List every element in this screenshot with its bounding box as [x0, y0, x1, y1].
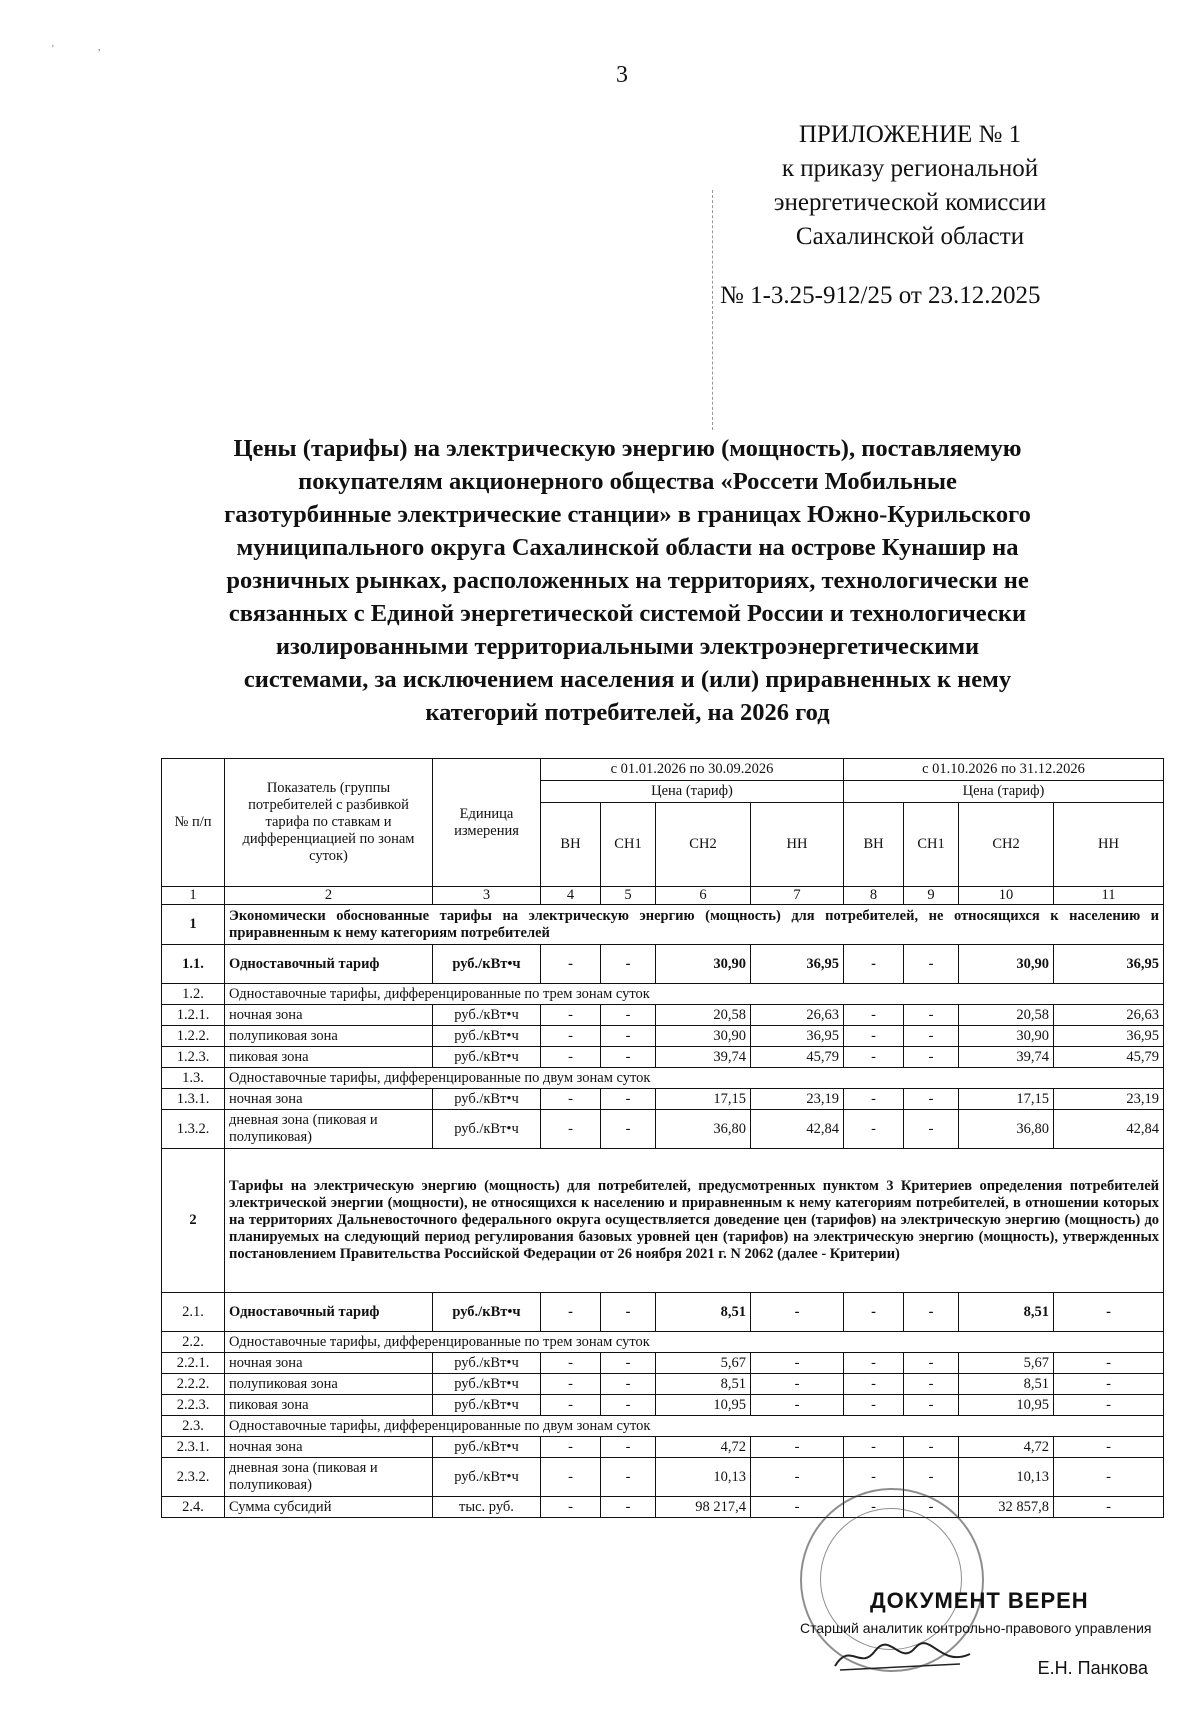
row-value: -	[601, 1026, 656, 1047]
row-value: -	[751, 1353, 844, 1374]
row-value: -	[904, 1353, 959, 1374]
row-value: -	[751, 1497, 844, 1518]
row-value: -	[904, 1458, 959, 1497]
header-period-2: с 01.10.2026 по 31.12.2026	[844, 759, 1164, 781]
row-value: 17,15	[959, 1089, 1054, 1110]
row-label: полупиковая зона	[225, 1374, 433, 1395]
header-level: ВН	[541, 803, 601, 887]
row-value: 4,72	[959, 1437, 1054, 1458]
row-number: 1.2.1.	[162, 1005, 225, 1026]
title-line: системами, за исключением населения и (или) приравненных к нему	[243, 666, 1012, 693]
row-unit: руб./кВт•ч	[433, 1047, 541, 1068]
row-value: -	[541, 1437, 601, 1458]
row-value: -	[601, 1458, 656, 1497]
document-title	[150, 432, 1105, 729]
row-label: ночная зона	[225, 1005, 433, 1026]
row-value: -	[904, 1437, 959, 1458]
row-value: 17,15	[656, 1089, 751, 1110]
row-unit: руб./кВт•ч	[433, 1293, 541, 1332]
section-description: Экономически обоснованные тарифы на электрическую энергию (мощность) для потребителей, не относящихся к населению и приравненным к нему категориям потребителей	[225, 905, 1164, 945]
appendix-line: к приказу региональной	[781, 155, 1039, 182]
row-value: -	[601, 1047, 656, 1068]
column-number: 2	[225, 887, 433, 905]
row-label: дневная зона (пиковая и полупиковая)	[225, 1110, 433, 1149]
row-value: -	[601, 1089, 656, 1110]
row-unit: руб./кВт•ч	[433, 1110, 541, 1149]
row-value: 30,90	[959, 1026, 1054, 1047]
row-value: -	[844, 1353, 904, 1374]
row-value: 26,63	[751, 1005, 844, 1026]
subsection-number: 1.3.	[162, 1068, 225, 1089]
row-value: -	[601, 1005, 656, 1026]
section-number: 2	[162, 1149, 225, 1293]
row-value: -	[541, 945, 601, 984]
row-unit: руб./кВт•ч	[433, 1353, 541, 1374]
row-value: 5,67	[656, 1353, 751, 1374]
subsection-number: 2.2.	[162, 1332, 225, 1353]
row-value: 10,13	[959, 1458, 1054, 1497]
row-value: -	[844, 1293, 904, 1332]
table-row	[162, 1374, 1164, 1395]
certification-title: ДОКУМЕНТ ВЕРЕН	[870, 1588, 1089, 1613]
row-value: -	[844, 1005, 904, 1026]
row-value: -	[751, 1437, 844, 1458]
row-unit: руб./кВт•ч	[433, 1395, 541, 1416]
row-value: 32 857,8	[959, 1497, 1054, 1518]
row-value: -	[844, 1395, 904, 1416]
row-value: -	[904, 1395, 959, 1416]
column-number: 8	[844, 887, 904, 905]
row-value: -	[844, 1089, 904, 1110]
column-number: 1	[162, 887, 225, 905]
row-value: -	[844, 1497, 904, 1518]
column-number: 10	[959, 887, 1054, 905]
appendix-line: Сахалинской области	[795, 223, 1025, 250]
row-value: 5,67	[959, 1353, 1054, 1374]
appendix-header	[730, 118, 1090, 254]
column-number: 3	[433, 887, 541, 905]
header-num: № п/п	[162, 759, 225, 887]
row-value: -	[904, 1110, 959, 1149]
title-line: покупателям акционерного общества «Россети Мобильные	[298, 468, 957, 495]
title-line: категорий потребителей, на 2026 год	[425, 699, 830, 726]
row-number: 2.2.3.	[162, 1395, 225, 1416]
row-number: 2.3.2.	[162, 1458, 225, 1497]
certifier-position: Старший аналитик контрольно-правового управления	[800, 1620, 1152, 1636]
row-value: -	[601, 1110, 656, 1149]
subsection-number: 1.2.	[162, 984, 225, 1005]
subsection-title: Одноставочные тарифы, дифференцированные по трем зонам суток	[225, 1332, 1164, 1353]
scan-mark: ,	[98, 42, 101, 53]
appendix-line: энергетической комиссии	[773, 189, 1047, 216]
row-label: Одноставочный тариф	[225, 1293, 433, 1332]
row-value: 30,90	[959, 945, 1054, 984]
row-value: -	[904, 1497, 959, 1518]
row-value: -	[844, 1374, 904, 1395]
column-number: 7	[751, 887, 844, 905]
row-value: -	[541, 1293, 601, 1332]
table-row	[162, 1293, 1164, 1332]
row-number: 2.2.1.	[162, 1353, 225, 1374]
row-value: -	[904, 1047, 959, 1068]
row-value: -	[751, 1458, 844, 1497]
row-value: -	[844, 1026, 904, 1047]
row-value: 10,13	[656, 1458, 751, 1497]
table-row	[162, 1026, 1164, 1047]
row-value: 36,80	[656, 1110, 751, 1149]
row-value: 4,72	[656, 1437, 751, 1458]
row-value: -	[541, 1089, 601, 1110]
row-unit: руб./кВт•ч	[433, 1089, 541, 1110]
column-number: 9	[904, 887, 959, 905]
certifier-name: Е.Н. Панкова	[1037, 1658, 1148, 1678]
row-value: 45,79	[1054, 1047, 1164, 1068]
appendix-title: ПРИЛОЖЕНИЕ № 1	[798, 121, 1022, 148]
row-value: -	[844, 1458, 904, 1497]
row-value: -	[904, 1005, 959, 1026]
row-value: -	[844, 1110, 904, 1149]
row-value: 39,74	[656, 1047, 751, 1068]
row-number: 2.2.2.	[162, 1374, 225, 1395]
header-level: СН2	[959, 803, 1054, 887]
row-label: полупиковая зона	[225, 1026, 433, 1047]
row-value: -	[751, 1374, 844, 1395]
row-value: -	[541, 1026, 601, 1047]
row-value: -	[541, 1005, 601, 1026]
row-label: ночная зона	[225, 1437, 433, 1458]
row-number: 1.3.1.	[162, 1089, 225, 1110]
header-level: СН1	[904, 803, 959, 887]
row-value: -	[601, 1353, 656, 1374]
table-row	[162, 1395, 1164, 1416]
row-value: -	[541, 1395, 601, 1416]
row-value: -	[904, 1089, 959, 1110]
row-value: 10,95	[656, 1395, 751, 1416]
header-level: НН	[1054, 803, 1164, 887]
row-value: 10,95	[959, 1395, 1054, 1416]
row-number: 1.1.	[162, 945, 225, 984]
row-value: -	[601, 945, 656, 984]
row-value: 26,63	[1054, 1005, 1164, 1026]
handwritten-signature	[830, 1636, 980, 1676]
row-value: -	[904, 1293, 959, 1332]
row-number: 1.3.2.	[162, 1110, 225, 1149]
column-number: 11	[1054, 887, 1164, 905]
table-row	[162, 1458, 1164, 1497]
row-unit: руб./кВт•ч	[433, 1458, 541, 1497]
row-value: 36,80	[959, 1110, 1054, 1149]
title-line: муниципального округа Сахалинской области на острове Кунашир на	[236, 534, 1019, 561]
subsection-title: Одноставочные тарифы, дифференцированные по двум зонам суток	[225, 1416, 1164, 1437]
page-number: 3	[616, 62, 628, 88]
title-line: газотурбинные электрические станции» в границах Южно-Курильского	[224, 501, 1031, 528]
table-row	[162, 1089, 1164, 1110]
scan-fold-line	[712, 190, 713, 430]
subsection-title: Одноставочные тарифы, дифференцированные по двум зонам суток	[225, 1068, 1164, 1089]
row-value: -	[1054, 1437, 1164, 1458]
row-value: -	[1054, 1395, 1164, 1416]
column-number: 4	[541, 887, 601, 905]
row-value: 98 217,4	[656, 1497, 751, 1518]
header-price-2: Цена (тариф)	[844, 781, 1164, 803]
table-row	[162, 1005, 1164, 1026]
row-value: 23,19	[751, 1089, 844, 1110]
scan-mark: '	[52, 44, 54, 55]
row-value: 36,95	[1054, 1026, 1164, 1047]
table-row	[162, 1437, 1164, 1458]
row-number: 1.2.3.	[162, 1047, 225, 1068]
title-line: розничных рынках, расположенных на территориях, технологически не	[226, 567, 1029, 594]
row-value: -	[1054, 1497, 1164, 1518]
row-number: 2.1.	[162, 1293, 225, 1332]
row-value: -	[1054, 1458, 1164, 1497]
title-line: связанных с Единой энергетической системой России и технологически	[228, 600, 1027, 627]
row-value: -	[751, 1395, 844, 1416]
table-row	[162, 1353, 1164, 1374]
row-value: -	[904, 945, 959, 984]
row-value: -	[751, 1293, 844, 1332]
row-number: 2.4.	[162, 1497, 225, 1518]
row-value: -	[844, 1437, 904, 1458]
section-description: Тарифы на электрическую энергию (мощность) для потребителей, предусмотренных пунктом 3 Критериев определения потребителей электрической энергии (мощности), не относящихся к населению и приравненным к нему категориям потребителей, в отношении которых на территориях Дальневосточного федерального округа осуществляется доведение цен (тарифов) на электрическую энергию (мощность) до планируемых на следующий период регулирования базовых уровней цен (тарифов) на электрическую энергию (мощность), утвержденных постановлением Правительства Российской Федерации от 26 ноября 2021 г. N 2062 (далее - Критерии)	[225, 1149, 1164, 1293]
row-value: 8,51	[959, 1293, 1054, 1332]
order-number: № 1-3.25-912/25 от 23.12.2025	[720, 282, 1041, 309]
row-number: 1.2.2.	[162, 1026, 225, 1047]
row-label: Одноставочный тариф	[225, 945, 433, 984]
table-row	[162, 1110, 1164, 1149]
row-value: -	[1054, 1293, 1164, 1332]
row-value: -	[904, 1374, 959, 1395]
row-value: 30,90	[656, 1026, 751, 1047]
row-value: 36,95	[1054, 945, 1164, 984]
title-line: изолированными территориальными электроэнергетическими	[275, 633, 980, 660]
header-price-1: Цена (тариф)	[541, 781, 844, 803]
row-value: -	[904, 1026, 959, 1047]
row-value: 8,51	[656, 1293, 751, 1332]
row-value: -	[541, 1497, 601, 1518]
row-value: -	[541, 1374, 601, 1395]
header-unit: Единица измерения	[433, 759, 541, 887]
table-row	[162, 945, 1164, 984]
header-level: НН	[751, 803, 844, 887]
column-number: 5	[601, 887, 656, 905]
row-value: 39,74	[959, 1047, 1054, 1068]
row-value: -	[541, 1110, 601, 1149]
column-number: 6	[656, 887, 751, 905]
row-value: -	[601, 1395, 656, 1416]
row-unit: тыс. руб.	[433, 1497, 541, 1518]
row-value: -	[1054, 1353, 1164, 1374]
row-value: -	[601, 1293, 656, 1332]
row-label: пиковая зона	[225, 1047, 433, 1068]
row-unit: руб./кВт•ч	[433, 1026, 541, 1047]
row-unit: руб./кВт•ч	[433, 1374, 541, 1395]
row-value: 8,51	[959, 1374, 1054, 1395]
row-unit: руб./кВт•ч	[433, 1437, 541, 1458]
header-level: СН2	[656, 803, 751, 887]
row-value: 23,19	[1054, 1089, 1164, 1110]
header-level: ВН	[844, 803, 904, 887]
header-level: СН1	[601, 803, 656, 887]
row-label: дневная зона (пиковая и полупиковая)	[225, 1458, 433, 1497]
row-value: -	[541, 1353, 601, 1374]
row-value: 8,51	[656, 1374, 751, 1395]
row-value: -	[844, 1047, 904, 1068]
row-value: -	[844, 945, 904, 984]
row-value: 30,90	[656, 945, 751, 984]
row-value: 20,58	[959, 1005, 1054, 1026]
row-label: ночная зона	[225, 1353, 433, 1374]
row-value: 42,84	[1054, 1110, 1164, 1149]
subsection-number: 2.3.	[162, 1416, 225, 1437]
row-value: -	[601, 1497, 656, 1518]
row-label: Сумма субсидий	[225, 1497, 433, 1518]
row-value: -	[601, 1374, 656, 1395]
row-value: 36,95	[751, 1026, 844, 1047]
section-number: 1	[162, 905, 225, 945]
row-value: -	[601, 1437, 656, 1458]
row-label: пиковая зона	[225, 1395, 433, 1416]
header-indicator: Показатель (группы потребителей с разбивкой тарифа по ставкам и дифференциацией по зонам суток)	[225, 759, 433, 887]
row-label: ночная зона	[225, 1089, 433, 1110]
table-row	[162, 1497, 1164, 1518]
title-line: Цены (тарифы) на электрическую энергию (мощность), поставляемую	[233, 435, 1022, 462]
table-row	[162, 1047, 1164, 1068]
row-number: 2.3.1.	[162, 1437, 225, 1458]
row-value: 20,58	[656, 1005, 751, 1026]
row-value: -	[541, 1047, 601, 1068]
tariff-table	[161, 758, 1164, 1518]
header-period-1: с 01.01.2026 по 30.09.2026	[541, 759, 844, 781]
row-value: -	[541, 1458, 601, 1497]
subsection-title: Одноставочные тарифы, дифференцированные по трем зонам суток	[225, 984, 1164, 1005]
row-value: 45,79	[751, 1047, 844, 1068]
row-unit: руб./кВт•ч	[433, 945, 541, 984]
row-value: 36,95	[751, 945, 844, 984]
row-value: -	[1054, 1374, 1164, 1395]
row-value: 42,84	[751, 1110, 844, 1149]
row-unit: руб./кВт•ч	[433, 1005, 541, 1026]
